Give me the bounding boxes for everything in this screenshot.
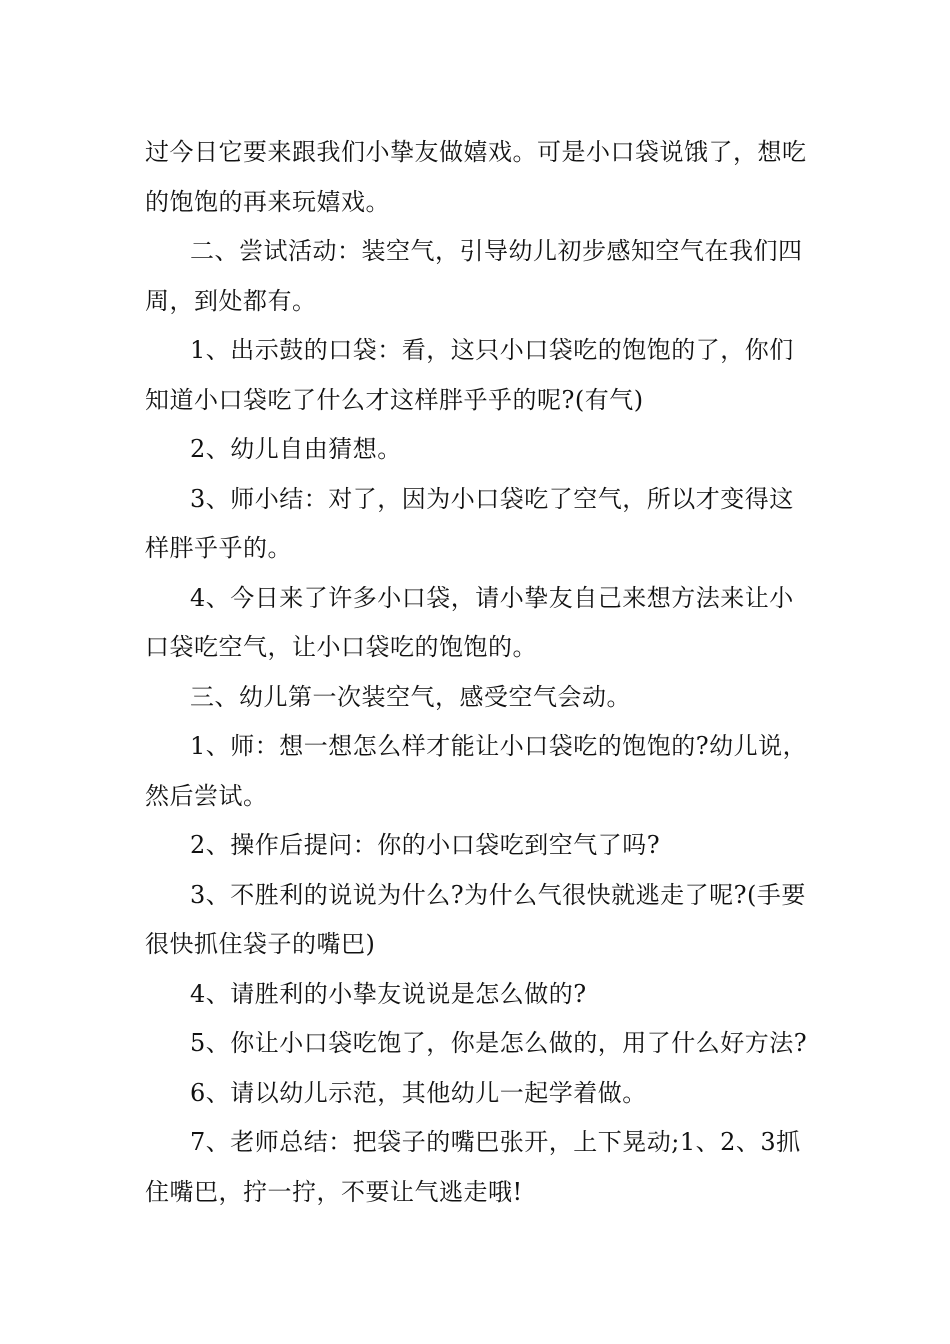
paragraph-12: 5、你让小口袋吃饱了，你是怎么做的，用了什么好方法? [190,1029,808,1057]
paragraph-7: 三、幼儿第一次装空气，感受空气会动。 [190,682,631,711]
paragraph-1: 过今日它要来跟我们小挚友做嬉戏。可是小口袋说饿了，想吃的饱饱的再来玩嬉戏。 [145,138,807,216]
paragraph-5: 3、师小结：对了，因为小口袋吃了空气，所以才变得这样胖乎乎的。 [145,484,794,562]
paragraph-10: 3、不胜利的说说为什么?为什么气很快就逃走了呢?(手要很快抓住袋子的嘴巴) [145,880,806,958]
paragraph-2: 二、尝试活动：装空气，引导幼儿初步感知空气在我们四周，到处都有。 [145,237,803,315]
paragraph-4: 2、幼儿自由猜想。 [190,435,402,463]
paragraph-9: 2、操作后提问：你的小口袋吃到空气了吗? [190,831,661,859]
paragraph-11: 4、请胜利的小挚友说说是怎么做的? [190,979,587,1008]
paragraph-8: 1、师：想一想怎么样才能让小口袋吃的饱饱的?幼儿说，然后尝试。 [145,732,808,810]
document-body [145,128,810,1217]
paragraph-3: 1、出示鼓的口袋：看，这只小口袋吃的饱饱的了，你们知道小口袋吃了什么才这样胖乎乎的呢?(有气) [145,336,794,414]
paragraph-13: 6、请以幼儿示范，其他幼儿一起学着做。 [190,1078,647,1107]
paragraph-6: 4、今日来了许多小口袋，请小挚友自己来想方法来让小口袋吃空气，让小口袋吃的饱饱的。 [145,583,794,661]
paragraph-14: 7、老师总结：把袋子的嘴巴张开，上下晃动;1、2、3抓住嘴巴，拧一拧，不要让气逃走哦! [145,1128,801,1206]
